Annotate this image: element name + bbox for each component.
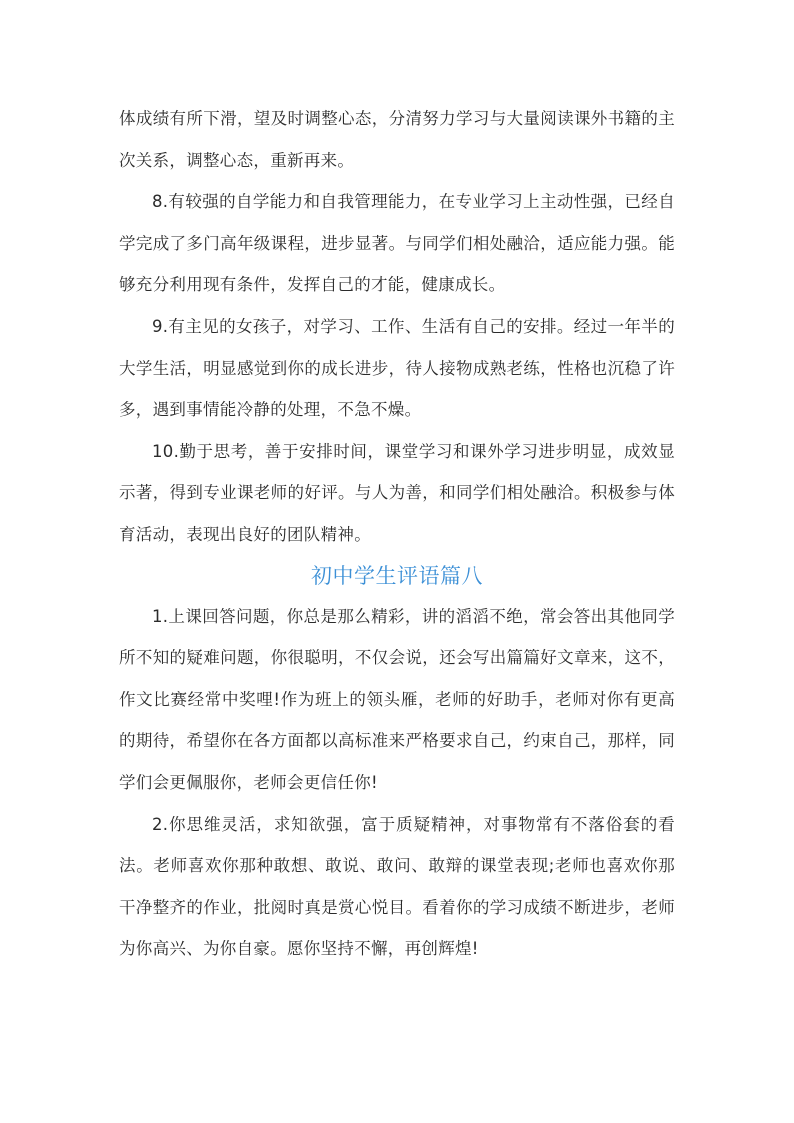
section-heading: 初中学生评语篇八	[311, 563, 483, 588]
paragraph-item-10: 10.勤于思考，善于安排时间，课堂学习和课外学习进步明显，成效显示著，得到专业课老师的好评。与人为善，和同学们相处融洽。积极参与体育活动，表现出良好的团队精神。	[119, 441, 675, 544]
document-body	[119, 98, 675, 970]
paragraph-item-9: 9.有主见的女孩子，对学习、工作、生活有自己的安排。经过一年半的大学生活，明显感觉到你的成长进步，待人接物成熟老练，性格也沉稳了许多，遇到事情能冷静的处理，不急不燥。	[119, 316, 675, 420]
paragraph-section-item-1: 1.上课回答问题，你总是那么精彩，讲的滔滔不绝，常会答出其他同学所不知的疑难问题，你很聪明，不仅会说，还会写出篇篇好文章来，这不，作文比赛经常中奖哩!作为班上的领头雁，老师的好助手，老师对你有更高的期待，希望你在各方面都以高标准来严格要求自己，约束自己，那样，同学们会更佩服你，老师会更信任你!	[119, 606, 675, 792]
paragraph-section-item-2: 2.你思维灵活，求知欲强，富于质疑精神，对事物常有不落俗套的看法。老师喜欢你那种敢想、敢说、敢问、敢辩的课堂表现;老师也喜欢你那干净整齐的作业，批阅时真是赏心悦目。看着你的学习成绩不断进步，老师为你高兴、为你自豪。愿你坚持不懈，再创辉煌!	[119, 814, 675, 959]
paragraph-item-8: 8.有较强的自学能力和自我管理能力，在专业学习上主动性强，已经自学完成了多门高年级课程，进步显著。与同学们相处融洽，适应能力强。能够充分利用现有条件，发挥自己的才能，健康成长。	[119, 192, 675, 295]
paragraph-continued: 体成绩有所下滑，望及时调整心态，分清努力学习与大量阅读课外书籍的主次关系，调整心态，重新再来。	[119, 109, 675, 170]
